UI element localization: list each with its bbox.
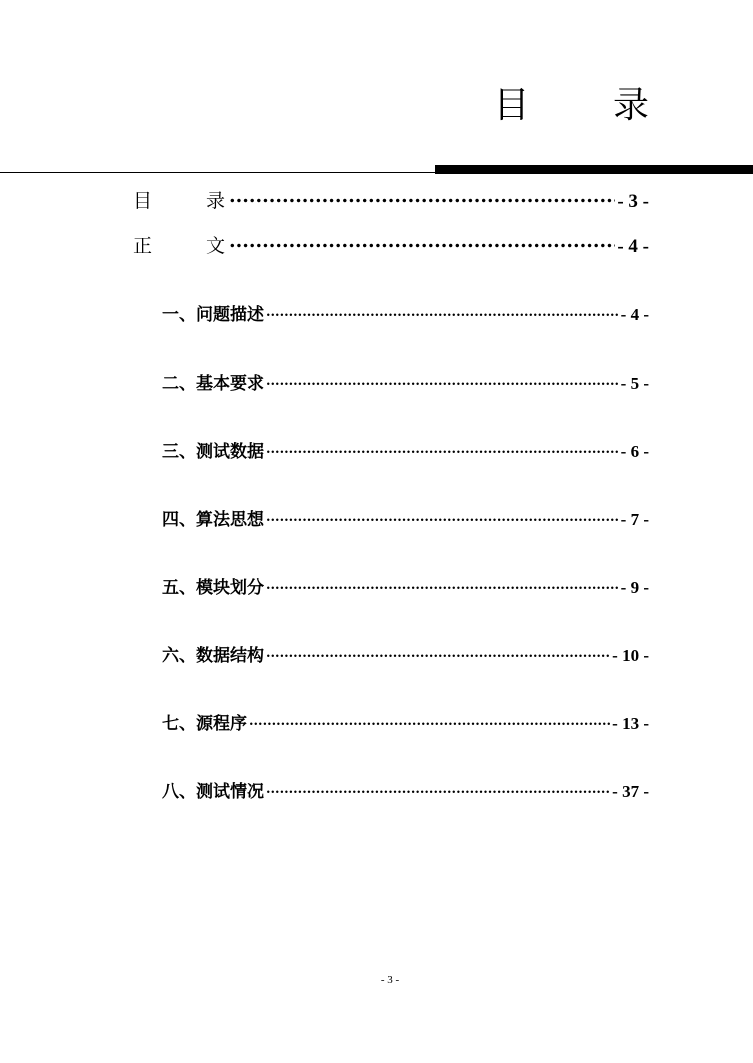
- toc-entry-test-data[interactable]: [162, 437, 649, 462]
- toc-leader-dots: [266, 580, 619, 593]
- toc-entry-toc[interactable]: [133, 186, 649, 213]
- toc-entry-page: - 10 -: [612, 646, 649, 665]
- toc-leader-dots: [266, 512, 619, 525]
- toc-leader-dots: [266, 444, 619, 457]
- toc-entry-page: - 9 -: [620, 578, 649, 597]
- page-title: 目 录: [493, 85, 685, 126]
- header-rule-thick: [435, 165, 753, 174]
- toc-entry-test-results[interactable]: [162, 777, 649, 802]
- toc-entry-label: 三、测试数据: [162, 442, 264, 462]
- toc-entry-page: - 6 -: [620, 442, 649, 461]
- toc-entry-problem-description[interactable]: [162, 300, 649, 325]
- toc-entry-label: 八、测试情况: [162, 782, 264, 802]
- toc-entry-label: 目 录: [133, 190, 250, 212]
- toc-entry-main-text[interactable]: [133, 231, 649, 258]
- toc-entry-label: 一、问题描述: [162, 305, 264, 325]
- toc-entry-basic-requirements[interactable]: [162, 369, 649, 394]
- toc-leader-dots: [266, 307, 619, 320]
- toc-entry-algorithm[interactable]: [162, 505, 649, 530]
- toc-entry-page: - 7 -: [620, 510, 649, 529]
- toc-entry-page: - 37 -: [612, 782, 649, 801]
- footer-page-number: - 3 -: [380, 974, 400, 986]
- toc-entry-page: - 5 -: [620, 374, 649, 393]
- toc-entry-label: 四、算法思想: [162, 510, 264, 530]
- toc-entry-modules[interactable]: [162, 573, 649, 598]
- header-rule-thin: [0, 172, 437, 173]
- toc-entry-page: - 4 -: [620, 305, 649, 324]
- toc-leader-dots: [266, 376, 619, 389]
- toc-leader-dots: [229, 188, 615, 207]
- toc-entry-data-structures[interactable]: [162, 641, 649, 666]
- toc-entry-source-code[interactable]: [162, 709, 649, 734]
- toc-leader-dots: [266, 648, 610, 661]
- toc-entry-label: 五、模块划分: [162, 578, 264, 598]
- toc-leader-dots: [266, 784, 610, 797]
- toc-entry-page: - 4 -: [617, 236, 649, 257]
- toc-entry-label: 二、基本要求: [162, 374, 264, 394]
- toc-entry-page: - 3 -: [617, 191, 649, 212]
- toc-leader-dots: [229, 233, 615, 252]
- toc-entry-label: 正 文: [133, 235, 250, 257]
- toc-entry-label: 六、数据结构: [162, 646, 264, 666]
- toc-leader-dots: [249, 716, 610, 729]
- toc-entry-label: 七、源程序: [162, 714, 247, 734]
- toc-entry-page: - 13 -: [612, 714, 649, 733]
